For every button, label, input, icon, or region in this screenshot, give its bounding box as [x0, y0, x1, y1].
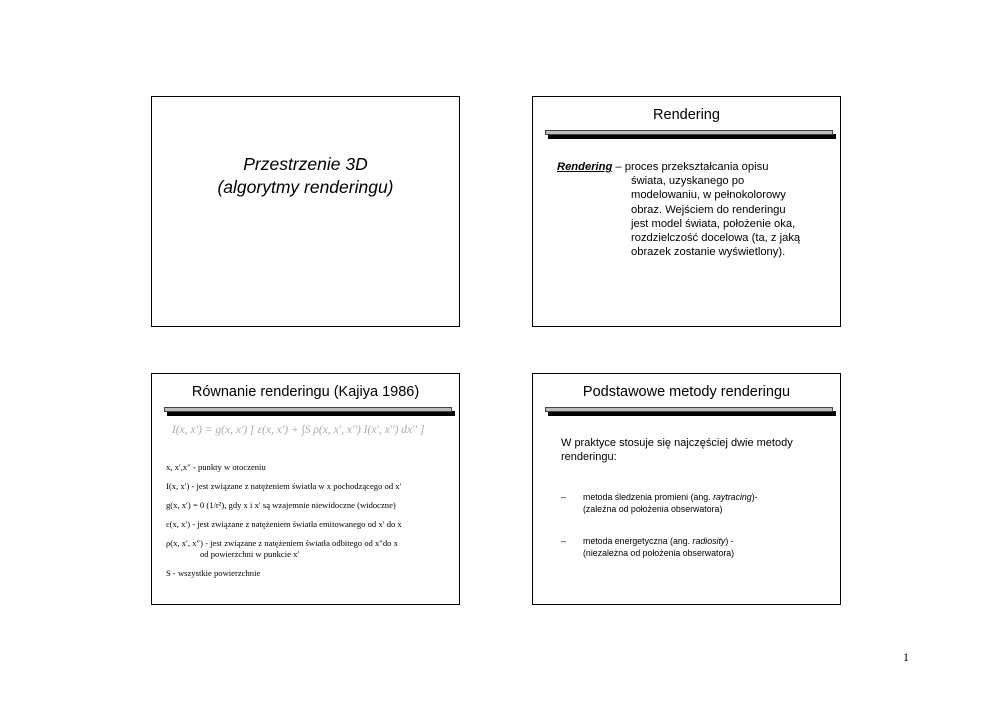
slide-title: Rendering — [653, 107, 720, 123]
legend-row: g(x, x′) = 0 (1/r²), gdy x i x′ są wzajemnie niewidoczne (widoczne) — [166, 500, 396, 510]
definition-text — [557, 160, 827, 259]
method-text-term: radiosity — [692, 536, 726, 546]
definition-term: Rendering — [557, 161, 613, 173]
title-line-2: (algorytmy renderingu) — [217, 177, 394, 197]
definition-line: rozdzielczość docelowa (ta, z jaką — [631, 232, 801, 245]
method-text-term: raytracing — [713, 492, 752, 502]
slide-main-title — [152, 153, 459, 199]
equation-legend — [166, 462, 454, 587]
definition-line: świata, uzyskanego po — [631, 175, 745, 188]
slide-rendering-equation — [151, 373, 460, 605]
definition-line: jest model świata, położenie oka, — [631, 217, 796, 230]
definition-line: obrazek zostanie wyświetlony). — [631, 246, 786, 259]
method-note: (niezależna od położenia obserwatora) — [583, 547, 735, 558]
definition-first-line: – proces przekształcania opisu — [612, 161, 769, 173]
method-text-post: ) - — [725, 536, 734, 546]
legend-row: x, x′,x″ - punkty w otoczeniu — [166, 462, 266, 472]
legend-row-continuation: od powierzchni w punkcie x′ — [200, 549, 300, 559]
definition-line: obraz. Wejściem do renderingu — [631, 203, 786, 216]
title-line-1: Przestrzenie 3D — [243, 154, 368, 174]
legend-row: S - wszystkie powierzchnie — [166, 568, 261, 578]
method-text — [561, 536, 831, 548]
slide-title: Równanie renderingu (Kajiya 1986) — [191, 384, 420, 400]
method-text-pre: metoda śledzenia promieni (ang. — [583, 492, 714, 502]
title-underline-bar — [545, 407, 833, 412]
legend-row: ε(x, x′) - jest związane z natężeniem światła emitowanego od x′ do x — [166, 519, 402, 529]
legend-row: ρ(x, x′, x″) - jest związane z natężeniem światła odbitego od x″do x — [166, 538, 398, 548]
slide-title: Podstawowe metody renderingu — [582, 384, 791, 400]
method-text-pre: metoda energetyczna (ang. — [583, 536, 693, 546]
slide-rendering-methods — [532, 373, 841, 605]
slide-rendering — [532, 96, 841, 327]
intro-text: W praktyce stosuje się najczęściej dwie metody renderingu: — [561, 437, 793, 463]
rendering-equation-formula: I(x, x') = g(x, x') [ ε(x, x') + ∫S ρ(x, x', x'') I(x', x'') dx'' ] — [172, 424, 425, 436]
method-item-radiosity — [561, 536, 831, 559]
method-text-post: )- — [751, 492, 758, 502]
method-item-raytracing — [561, 492, 831, 515]
method-text — [561, 492, 831, 504]
legend-row: I(x, x′) - jest związane z natężeniem światła w x pochodzącego od x′ — [166, 481, 402, 491]
bullet-dash: – — [561, 492, 566, 502]
title-underline-bar — [545, 130, 833, 135]
page-number: 1 — [903, 650, 909, 664]
bullet-dash: – — [561, 536, 566, 546]
title-underline-bar — [164, 407, 452, 412]
definition-line: modelowaniu, w pełnokolorowy — [631, 189, 786, 202]
slide-title-page — [151, 96, 460, 327]
method-note: (zależna od położenia obserwatora) — [583, 503, 723, 514]
